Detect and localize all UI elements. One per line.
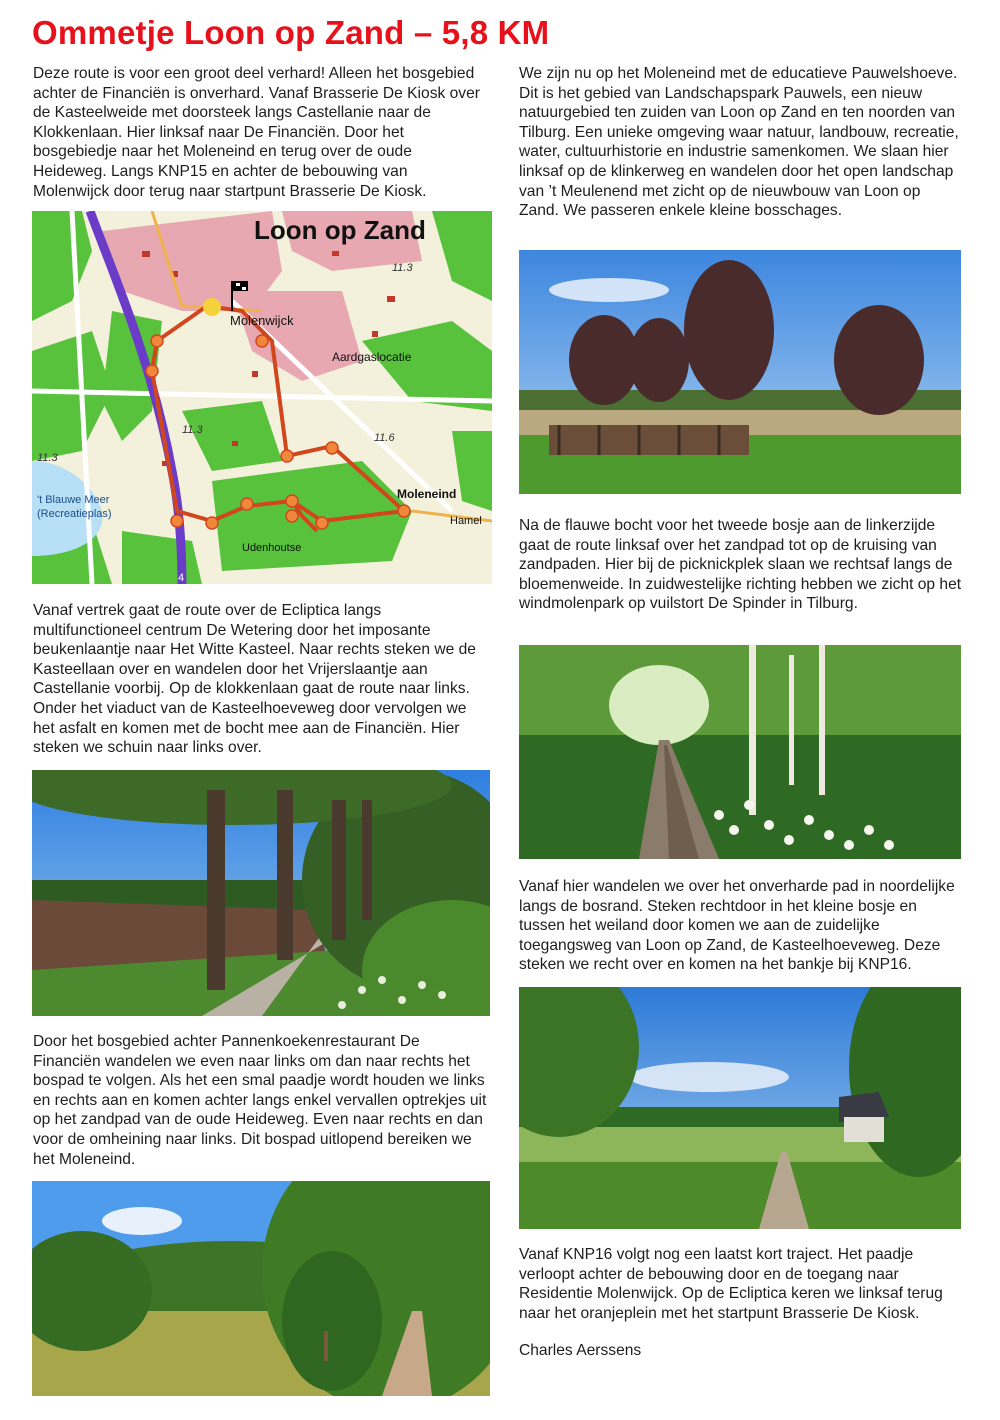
map-label-aardgas: Aardgaslocatie — [332, 350, 412, 364]
final-paragraph: Vanaf KNP16 volgt nog een laatst kort traject. Het paadje verloopt achter de bebouwing door en de toegang naar Residentie Molenwijck. Op de Ecliptica keren we linksaf terug naar het oranjeplein met het startpunt Brasserie De Kiosk. — [519, 1246, 943, 1322]
route-map — [32, 211, 492, 584]
map-road-number: 4 — [178, 572, 185, 584]
intro-paragraph: Deze route is voor een groot deel verhard! Alleen het bosgebied achter de Financiën is onverhard. Vanaf Brasserie De Kiosk over de Kasteelweide met doorsteek langs Castellanie naar de Klokkenlaan. Hier linksaf naar De Financiën. Door het bosgebiedje naar het Moleneind en terug over de oude Heideweg. Langs KNP15 en achter de bebouwing van Molenwijck door terug naar startpunt Brasserie De Kiosk. — [33, 65, 480, 200]
photo-tree-lane — [32, 770, 490, 1016]
photo-forest-path — [32, 1181, 490, 1396]
map-label-height: 11.3 — [37, 452, 58, 464]
bosrand-paragraph: Vanaf hier wandelen we over het onverharde pad in noordelijke langs de bosrand. Steken rechtdoor in het kleine bosje en tussen het weiland door komen we aan de zuidelijke toegangsweg van Loon op Zand, de Kasteelhoeveweg. Deze steken we recht over en komen na het bankje bij KNP16. — [519, 878, 955, 974]
map-label-molenwijck: Molenwijck — [230, 313, 294, 328]
author-name: Charles Aerssens — [519, 1342, 642, 1359]
picnic-paragraph: Na de flauwe bocht voor het tweede bosje aan de linkerzijde gaat de route linksaf over het zandpad tot op de kruising van zandpaden. Hier bij de picknickplek slaan we rechtsaf langs de bloemenweide. In zuidwestelijke richting hebben we zicht op het windmolenpark op vuilstort De Spinder in Tilburg. — [519, 517, 962, 613]
map-label-height: 11.3 — [182, 424, 203, 436]
map-label-blauwe-meer: 't Blauwe Meer — [37, 494, 110, 506]
photo-copper-beeches — [519, 250, 961, 494]
page-title: Ommetje Loon op Zand – 5,8 KM — [32, 14, 550, 51]
photo-sand-track — [519, 645, 961, 859]
route-paragraph-3: Door het bosgebied achter Pannenkoekenrestaurant De Financiën wandelen we even naar links om dan naar rechts het bospad te volgen. Als het een smal paadje wordt houden we links en rechts aan en komen achter langs enkel vervallen optrekjes uit op het zandpad van de oude Heideweg. Even naar rechts en dan voor de omheining naar links. Dit bospad uitlopend bereiken we het Moleneind. — [33, 1033, 487, 1168]
map-label-recreatieplas: (Recreatieplas) — [37, 508, 112, 520]
map-label-moleneind: Moleneind — [397, 487, 457, 501]
moleneind-paragraph: We zijn nu op het Moleneind met de educatieve Pauwelshoeve. Dit is het gebied van Landschapspark Pauwels, een nieuw natuurgebied ten zuiden van Loon op Zand en ten noorden van Tilburg. Een unieke omgeving waar natuur, landbouw, recreatie, water, cultuurhistorie en industrie samenkomen. We slaan hier linksaf op de klinkerweg en wandelen door het open landschap van ’t Meulenend met zicht op de nieuwbouw van Loon op Zand. We passeren enkele kleine bosschages. — [519, 65, 959, 220]
route-paragraph-2: Vanaf vertrek gaat de route over de Ecliptica langs multifunctioneel centrum De Wetering door het imposante beukenlaantje naar Het Witte Kasteel. Naar rechts steken we de Kasteellaan over en wandelen door het Vrijerslaantje aan Castellanie voorbij. Op de klokkenlaan gaat de route naar links. Onder het viaduct van de Kasteelhoeveweg door vervolgen we het asfalt en komen met de bocht mee aan de Financiën. Hier steken we schuin naar links over. — [33, 602, 476, 757]
map-label-hamel: Hamel — [450, 515, 482, 527]
map-label-udenhoutse: Udenhoutse — [242, 542, 302, 554]
photo-meadow-house — [519, 987, 961, 1229]
map-label-height: 11.3 — [392, 262, 413, 274]
map-place-label: Loon op Zand — [254, 215, 426, 245]
map-label-height: 11.6 — [374, 432, 395, 444]
